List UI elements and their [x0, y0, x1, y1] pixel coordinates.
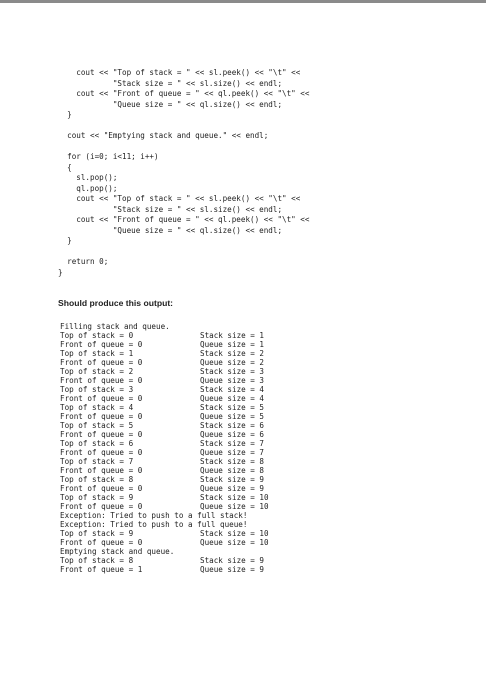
output-line-left: Front of queue = 0	[60, 340, 143, 349]
output-line	[60, 403, 320, 412]
top-border	[0, 0, 486, 3]
code-line: "Queue size = " << ql.size() << endl;	[58, 225, 283, 235]
output-line-left: Top of stack = 9	[60, 529, 134, 538]
output-line-left: Top of stack = 3	[60, 385, 134, 394]
output-line-left: Front of queue = 0	[60, 412, 143, 421]
output-line	[60, 475, 320, 484]
output-block	[60, 322, 320, 574]
output-line-right: Stack size = 10	[200, 493, 269, 502]
code-line: }	[58, 236, 72, 245]
output-line	[60, 376, 320, 385]
output-line	[60, 448, 320, 457]
code-line: }	[58, 110, 72, 119]
output-line-right: Queue size = 2	[200, 358, 265, 367]
output-line	[60, 556, 320, 565]
code-line: ql.pop();	[58, 183, 118, 193]
code-line: for (i=0; i<11; i++)	[58, 152, 159, 161]
output-line	[60, 538, 320, 547]
output-line-right: Stack size = 2	[200, 349, 265, 358]
output-line-right: Stack size = 10	[200, 529, 269, 538]
code-line: "Stack size = " << sl.size() << endl;	[58, 204, 283, 214]
output-line-right: Stack size = 1	[200, 331, 265, 340]
output-line	[60, 385, 320, 394]
output-line-right: Stack size = 9	[200, 556, 265, 565]
output-line-left: Front of queue = 0	[60, 430, 143, 439]
output-line	[60, 322, 320, 331]
output-line-right: Queue size = 3	[200, 376, 265, 385]
output-line-left: Top of stack = 5	[60, 421, 134, 430]
output-line-left: Front of queue = 0	[60, 394, 143, 403]
output-line-right: Stack size = 3	[200, 367, 265, 376]
code-line: "Stack size = " << sl.size() << endl;	[58, 78, 283, 88]
output-line-right: Queue size = 10	[200, 538, 269, 547]
output-line-left: Top of stack = 9	[60, 493, 134, 502]
output-line-right: Stack size = 5	[200, 403, 265, 412]
output-line-left: Front of queue = 0	[60, 376, 143, 385]
code-line: "Queue size = " << ql.size() << endl;	[58, 99, 283, 109]
output-line	[60, 421, 320, 430]
code-line: cout << "Top of stack = " << sl.peek() << "\t" <<	[58, 194, 301, 203]
code-block	[58, 68, 309, 278]
output-line-right: Queue size = 9	[200, 484, 265, 493]
output-line-left: Top of stack = 8	[60, 556, 134, 565]
output-line	[60, 529, 320, 538]
output-line-left: Front of queue = 0	[60, 358, 143, 367]
code-line: }	[58, 267, 63, 277]
output-line-left: Exception: Tried to push to a full queue!	[60, 520, 248, 529]
output-line	[60, 520, 320, 529]
output-line-left: Top of stack = 6	[60, 439, 134, 448]
output-line-left: Top of stack = 0	[60, 331, 134, 340]
output-line-right: Queue size = 4	[200, 394, 265, 403]
output-line	[60, 565, 320, 574]
output-line-left: Top of stack = 4	[60, 403, 134, 412]
output-line	[60, 412, 320, 421]
output-line-right: Stack size = 7	[200, 439, 265, 448]
output-line-left: Front of queue = 0	[60, 538, 143, 547]
output-line	[60, 493, 320, 502]
code-line: sl.pop();	[58, 173, 118, 182]
output-line	[60, 340, 320, 349]
output-line	[60, 394, 320, 403]
output-line-right: Queue size = 1	[200, 340, 265, 349]
output-line	[60, 502, 320, 511]
output-line-left: Filling stack and queue.	[60, 322, 170, 331]
output-line-right: Stack size = 8	[200, 457, 265, 466]
output-heading: Should produce this output:	[58, 298, 174, 308]
code-line: cout << "Emptying stack and queue." << endl;	[58, 131, 269, 140]
output-line	[60, 511, 320, 520]
output-line-left: Front of queue = 0	[60, 484, 143, 493]
output-line-right: Queue size = 8	[200, 466, 265, 475]
output-line-right: Stack size = 4	[200, 385, 265, 394]
output-line	[60, 331, 320, 340]
output-line-left: Front of queue = 0	[60, 502, 143, 511]
output-line-right: Stack size = 6	[200, 421, 265, 430]
output-line-left: Emptying stack and queue.	[60, 547, 175, 556]
output-line-right: Stack size = 9	[200, 475, 265, 484]
output-line-left: Top of stack = 2	[60, 367, 134, 376]
output-line	[60, 430, 320, 439]
output-line	[60, 466, 320, 475]
code-line: cout << "Top of stack = " << sl.peek() << "\t" <<	[58, 68, 301, 77]
output-line	[60, 457, 320, 466]
output-line	[60, 547, 320, 556]
code-line: {	[58, 162, 72, 172]
output-line-left: Front of queue = 0	[60, 466, 143, 475]
output-line-right: Queue size = 10	[200, 502, 269, 511]
output-line-left: Top of stack = 7	[60, 457, 134, 466]
output-line-left: Top of stack = 8	[60, 475, 134, 484]
output-line-left: Top of stack = 1	[60, 349, 134, 358]
output-line	[60, 358, 320, 367]
code-line: cout << "Front of queue = " << ql.peek() << "\t" <<	[58, 89, 310, 98]
output-line	[60, 349, 320, 358]
output-line	[60, 484, 320, 493]
output-line-right: Queue size = 7	[200, 448, 265, 457]
output-line-right: Queue size = 6	[200, 430, 265, 439]
output-line-right: Queue size = 9	[200, 565, 265, 574]
output-line	[60, 439, 320, 448]
code-line: cout << "Front of queue = " << ql.peek() << "\t" <<	[58, 215, 310, 224]
output-line-left: Front of queue = 1	[60, 565, 143, 574]
output-line-left: Exception: Tried to push to a full stack!	[60, 511, 248, 520]
output-line-left: Front of queue = 0	[60, 448, 143, 457]
code-line: return 0;	[58, 257, 109, 266]
output-line-right: Queue size = 5	[200, 412, 265, 421]
output-line	[60, 367, 320, 376]
